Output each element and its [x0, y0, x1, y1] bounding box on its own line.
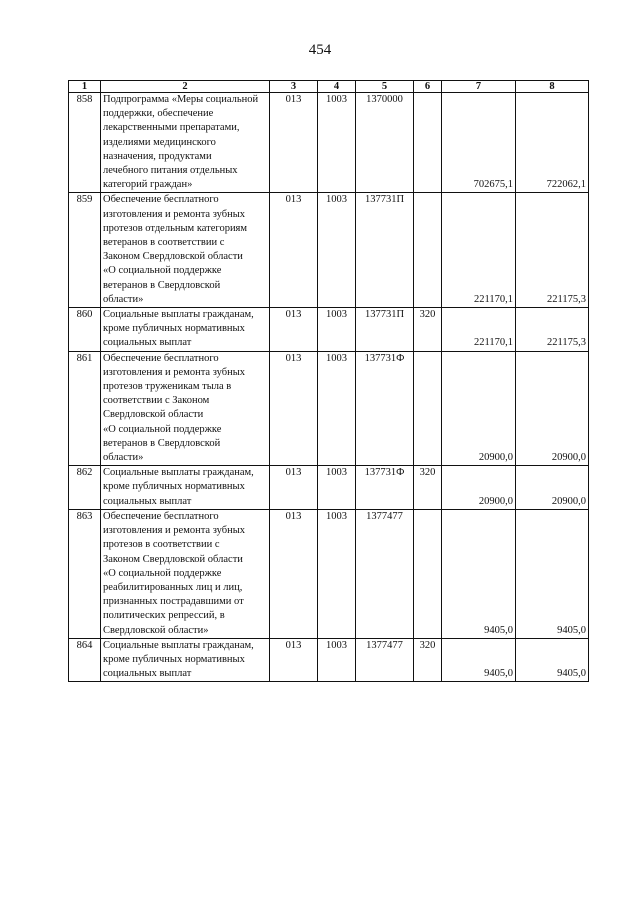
table-row [69, 638, 589, 682]
table-row [69, 466, 589, 510]
row-section-code: 1003 [318, 351, 356, 466]
row-target-code: 137731Ф [356, 351, 414, 466]
row-ministry-code: 013 [270, 638, 318, 682]
table-row [69, 351, 589, 466]
row-name: Социальные выплаты гражданам, кроме публичных нормативных социальных выплат [101, 638, 270, 682]
row-ministry-code: 013 [270, 308, 318, 352]
row-amount-8: 722062,1 [516, 93, 589, 193]
col-header-1: 1 [69, 81, 101, 93]
row-amount-8: 20900,0 [516, 466, 589, 510]
row-target-code: 1377477 [356, 638, 414, 682]
row-number: 860 [69, 308, 101, 352]
row-expense-type [414, 351, 442, 466]
col-header-3: 3 [270, 81, 318, 93]
row-expense-type: 320 [414, 308, 442, 352]
row-expense-type [414, 509, 442, 638]
row-ministry-code: 013 [270, 93, 318, 193]
row-section-code: 1003 [318, 93, 356, 193]
row-name: Обеспечение бесплатного изготовления и ремонта зубных протезов в соответствии с Законом Свердловской области «О социальной поддержке реабилитированных лиц и лиц, признанных пострадавшими от политических репрессий, в Свердловской области» [101, 509, 270, 638]
row-number: 858 [69, 93, 101, 193]
row-name: Социальные выплаты гражданам, кроме публичных нормативных социальных выплат [101, 308, 270, 352]
row-name: Социальные выплаты гражданам, кроме публичных нормативных социальных выплат [101, 466, 270, 510]
col-header-5: 5 [356, 81, 414, 93]
row-amount-8: 9405,0 [516, 638, 589, 682]
row-target-code: 1370000 [356, 93, 414, 193]
row-section-code: 1003 [318, 308, 356, 352]
table-row [69, 93, 589, 193]
row-section-code: 1003 [318, 466, 356, 510]
header-row [69, 81, 589, 93]
row-expense-type [414, 193, 442, 308]
row-ministry-code: 013 [270, 193, 318, 308]
row-number: 862 [69, 466, 101, 510]
row-amount-7: 9405,0 [442, 509, 516, 638]
row-target-code: 137731П [356, 193, 414, 308]
row-target-code: 1377477 [356, 509, 414, 638]
row-expense-type: 320 [414, 638, 442, 682]
row-target-code: 137731П [356, 308, 414, 352]
row-amount-7: 702675,1 [442, 93, 516, 193]
table-row [69, 509, 589, 638]
col-header-6: 6 [414, 81, 442, 93]
row-expense-type [414, 93, 442, 193]
row-ministry-code: 013 [270, 351, 318, 466]
row-amount-7: 9405,0 [442, 638, 516, 682]
row-amount-8: 221175,3 [516, 308, 589, 352]
budget-table [68, 80, 589, 682]
row-amount-8: 9405,0 [516, 509, 589, 638]
col-header-4: 4 [318, 81, 356, 93]
table-row [69, 193, 589, 308]
row-name: Подпрограмма «Меры социальной поддержки, обеспечение лекарственными препаратами, изделиями медицинского назначения, продуктами лечебного питания отдельных категорий граждан» [101, 93, 270, 193]
row-section-code: 1003 [318, 638, 356, 682]
row-target-code: 137731Ф [356, 466, 414, 510]
row-number: 859 [69, 193, 101, 308]
row-amount-8: 221175,3 [516, 193, 589, 308]
col-header-8: 8 [516, 81, 589, 93]
row-amount-8: 20900,0 [516, 351, 589, 466]
row-number: 861 [69, 351, 101, 466]
col-header-7: 7 [442, 81, 516, 93]
row-amount-7: 221170,1 [442, 308, 516, 352]
row-name: Обеспечение бесплатного изготовления и ремонта зубных протезов труженикам тыла в соответствии с Законом Свердловской области «О социальной поддержке ветеранов в Свердловской области» [101, 351, 270, 466]
row-expense-type: 320 [414, 466, 442, 510]
page-number: 454 [308, 42, 332, 58]
row-section-code: 1003 [318, 509, 356, 638]
row-section-code: 1003 [318, 193, 356, 308]
row-name: Обеспечение бесплатного изготовления и ремонта зубных протезов отдельным категориям ветеранов в соответствии с Законом Свердловской области «О социальной поддержке ветеранов в Свердловской области» [101, 193, 270, 308]
col-header-2: 2 [101, 81, 270, 93]
row-ministry-code: 013 [270, 466, 318, 510]
row-amount-7: 221170,1 [442, 193, 516, 308]
table-row [69, 308, 589, 352]
row-number: 863 [69, 509, 101, 638]
row-amount-7: 20900,0 [442, 466, 516, 510]
row-ministry-code: 013 [270, 509, 318, 638]
row-amount-7: 20900,0 [442, 351, 516, 466]
row-number: 864 [69, 638, 101, 682]
